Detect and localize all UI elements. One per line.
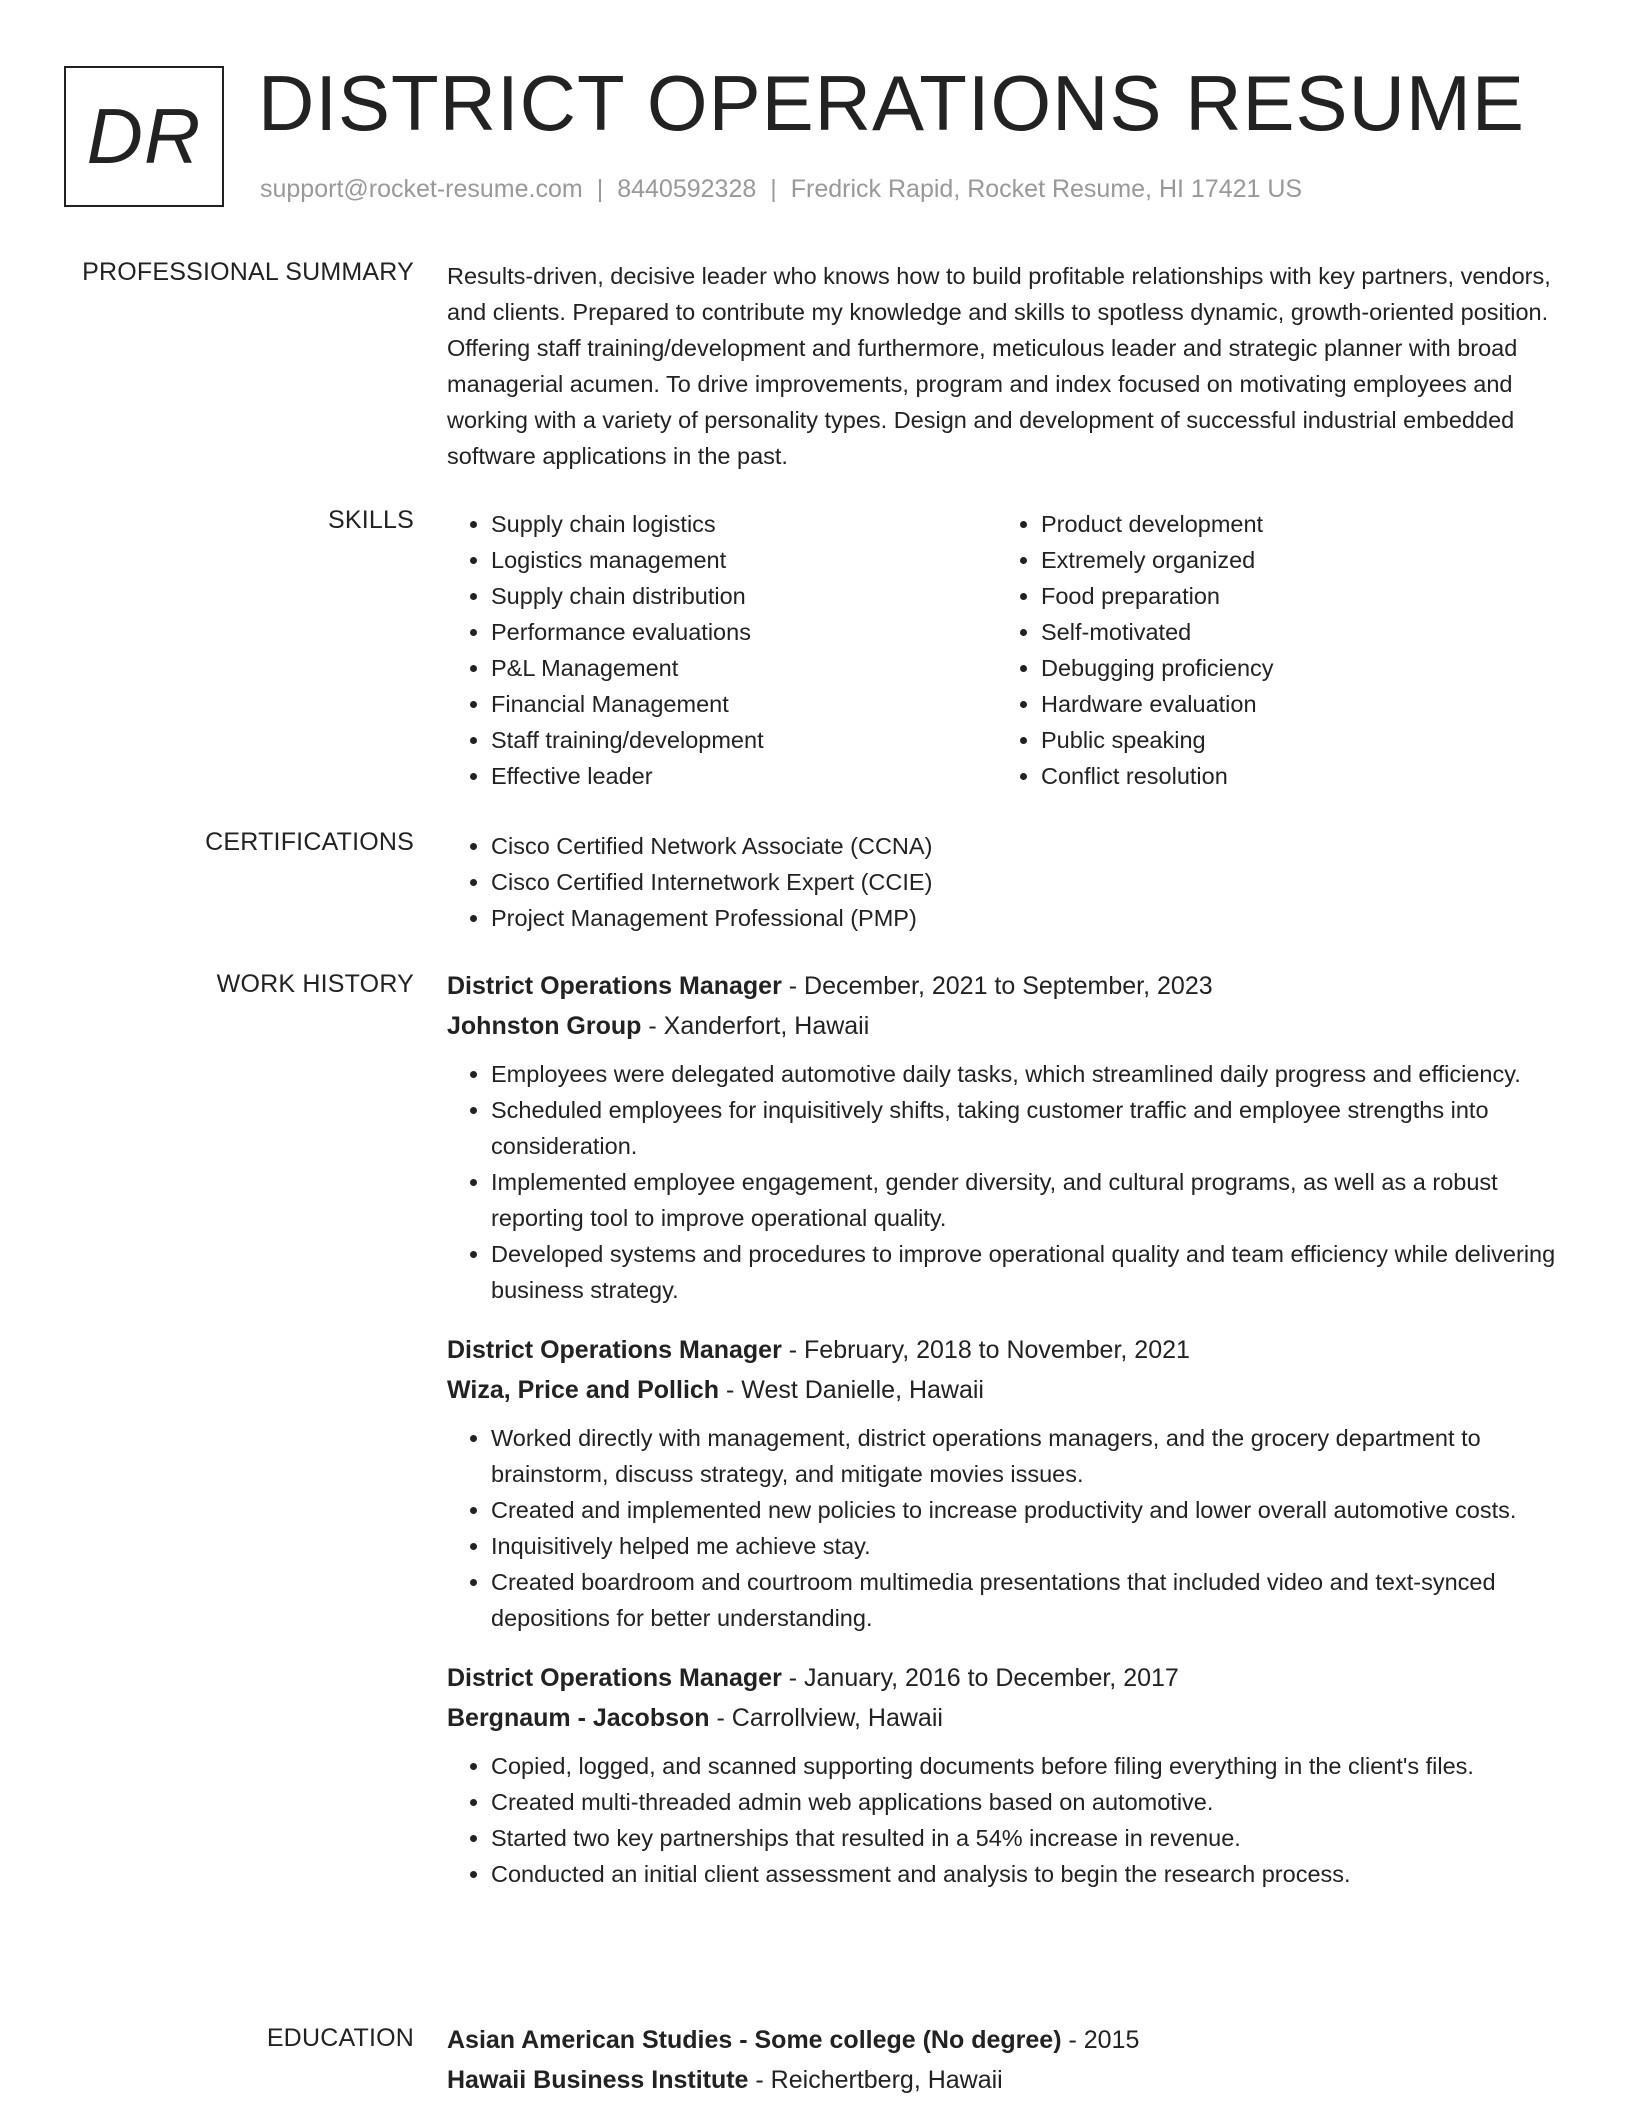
education-degree-line [447, 2020, 1567, 2060]
skill-item: • Supply chain distribution [491, 578, 997, 614]
job-location: - Xanderfort, Hawaii [641, 1012, 870, 1040]
education-label: EDUCATION [266, 2024, 414, 2052]
job-bullet: • Worked directly with management, district operations managers, and the grocery department to brainstorm, discuss strategy, and mitigate movies issues. [491, 1420, 1567, 1492]
job-bullet: • Implemented employee engagement, gender diversity, and cultural programs, as well as a robust reporting tool to improve operational quality. [491, 1164, 1567, 1236]
skill-item: • Hardware evaluation [1041, 686, 1547, 722]
job-bullet: • Conducted an initial client assessment and analysis to begin the research process. [491, 1856, 1567, 1892]
contact-separator: | [770, 175, 777, 203]
work-history-body [447, 966, 1567, 1914]
job-bullet: • Scheduled employees for inquisitively shifts, taking customer traffic and employee strengths into consideration. [491, 1092, 1567, 1164]
skill-item: • Performance evaluations [491, 614, 997, 650]
job-company: Bergnaum - Jacobson [447, 1704, 710, 1732]
skill-item: • Logistics management [491, 542, 997, 578]
job-bullet: • Copied, logged, and scanned supporting documents before filing everything in the client's files. [491, 1748, 1567, 1784]
education-year: - 2015 [1061, 2026, 1140, 2054]
job-location: - West Danielle, Hawaii [719, 1376, 984, 1404]
contact-email: support@rocket-resume.com [260, 175, 583, 203]
job-title-line [447, 1658, 1567, 1698]
job-company-line [447, 1370, 1567, 1410]
education-school-line [447, 2060, 1567, 2100]
job-company: Wiza, Price and Pollich [447, 1376, 720, 1404]
summary-body [447, 258, 1567, 474]
job-bullet: • Created boardroom and courtroom multimedia presentations that included video and text-synced depositions for better understanding. [491, 1564, 1567, 1636]
resume-title: DISTRICT OPERATIONS RESUME [258, 59, 1525, 147]
contact-phone: 8440592328 [617, 175, 757, 203]
certification-item: • Cisco Certified Internetwork Expert (CCIE) [491, 864, 1567, 900]
contact-line [260, 175, 1302, 204]
work-history-label: WORK HISTORY [216, 970, 414, 998]
skills-body [447, 506, 1567, 794]
job-entry [447, 1658, 1567, 1892]
summary-text: Results-driven, decisive leader who knows how to build profitable relationships with key partners, vendors, and clients. Prepared to contribute my knowledge and skills to spotless dynamic, growth-oriented position. Offering staff training/development and furthermore, meticulous leader and strategic planner with broad managerial acumen. To drive improvements, program and index focused on motivating employees and working with a variety of personality types. Design and development of successful industrial embedded software applications in the past. [447, 263, 1551, 469]
certification-item: • Project Management Professional (PMP) [491, 900, 1567, 936]
skill-item: • Debugging proficiency [1041, 650, 1547, 686]
skill-item: • Effective leader [491, 758, 997, 794]
job-title-line [447, 1330, 1567, 1370]
job-title: District Operations Manager [447, 1664, 782, 1692]
skills-label: SKILLS [328, 506, 414, 534]
job-bullet: • Created multi-threaded admin web applications based on automotive. [491, 1784, 1567, 1820]
job-entry [447, 1330, 1567, 1636]
contact-address: Fredrick Rapid, Rocket Resume, HI 17421 US [790, 175, 1303, 203]
job-bullet: • Developed systems and procedures to improve operational quality and team efficiency while delivering business strategy. [491, 1236, 1567, 1308]
job-company-line [447, 1006, 1567, 1046]
job-bullet: • Inquisitively helped me achieve stay. [491, 1528, 1567, 1564]
education-school: Hawaii Business Institute [447, 2066, 749, 2094]
skill-item: • Supply chain logistics [491, 506, 997, 542]
job-company: Johnston Group [447, 1012, 642, 1040]
job-bullet: • Started two key partnerships that resulted in a 54% increase in revenue. [491, 1820, 1567, 1856]
monogram: DR [64, 66, 224, 207]
job-company-line [447, 1698, 1567, 1738]
job-dates: - December, 2021 to September, 2023 [781, 972, 1213, 1000]
skill-item: • Extremely organized [1041, 542, 1547, 578]
skill-item: • Conflict resolution [1041, 758, 1547, 794]
skill-item: • Financial Management [491, 686, 997, 722]
certifications-label: CERTIFICATIONS [205, 828, 414, 856]
education-degree: Asian American Studies - Some college (No degree) [447, 2026, 1062, 2054]
job-location: - Carrollview, Hawaii [709, 1704, 943, 1732]
summary-label: PROFESSIONAL SUMMARY [82, 258, 414, 286]
skills-column-right [997, 506, 1547, 794]
education-location: - Reichertberg, Hawaii [748, 2066, 1003, 2094]
skill-item: • Public speaking [1041, 722, 1547, 758]
skill-item: • Product development [1041, 506, 1547, 542]
job-bullet: • Employees were delegated automotive daily tasks, which streamlined daily progress and efficiency. [491, 1056, 1567, 1092]
job-title-line [447, 966, 1567, 1006]
job-bullet: • Created and implemented new policies to increase productivity and lower overall automotive costs. [491, 1492, 1567, 1528]
job-entry [447, 966, 1567, 1308]
job-dates: - January, 2016 to December, 2017 [781, 1664, 1179, 1692]
skill-item: • Food preparation [1041, 578, 1547, 614]
certification-item: • Cisco Certified Network Associate (CCNA) [491, 828, 1567, 864]
job-title: District Operations Manager [447, 1336, 782, 1364]
contact-separator: | [596, 175, 604, 203]
skill-item: • P&L Management [491, 650, 997, 686]
certifications-body [447, 828, 1567, 936]
job-title: District Operations Manager [447, 972, 782, 1000]
skill-item: • Self-motivated [1041, 614, 1547, 650]
skill-item: • Staff training/development [491, 722, 997, 758]
education-body [447, 2020, 1567, 2100]
skills-column-left [447, 506, 997, 794]
job-dates: - February, 2018 to November, 2021 [781, 1336, 1190, 1364]
